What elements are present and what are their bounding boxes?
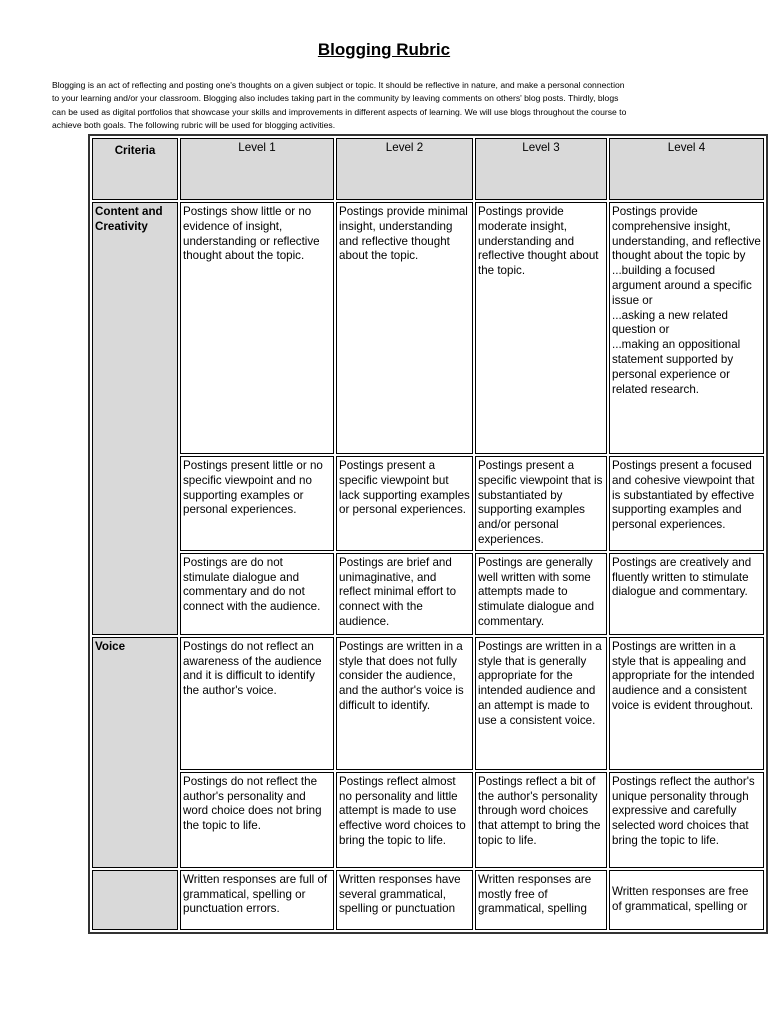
table-cell (475, 637, 607, 770)
table-row (92, 772, 764, 868)
cell-text: Written responses have several grammatical, spelling or punctuation (339, 872, 461, 916)
cell-text: Postings are creatively and fluently written to stimulate dialogue and commentary. (612, 555, 752, 599)
cell-text: Postings present a specific viewpoint that is substantiated by supporting examples and/or personal experiences. (478, 459, 603, 546)
cell-text: Written responses are full of grammatical, spelling or punctuation errors. (183, 872, 328, 916)
cell-text: Postings are do not stimulate dialogue and commentary and do not connect with the audience. (183, 555, 321, 614)
table-cell (336, 637, 473, 770)
cell-text: Postings do not reflect the author's personality and word choice does not bring the topic to life. (183, 774, 322, 833)
rubric-table (88, 134, 768, 934)
cell-text: Written responses are free of grammatical, spelling or (612, 884, 749, 913)
column-header-criteria: Criteria (92, 138, 178, 200)
table-cell (336, 870, 473, 930)
table-cell (609, 772, 764, 868)
cell-text: Postings show little or no evidence of insight, understanding or reflective thought about the topic. (183, 205, 320, 263)
cell-text: Postings are written in a style that is appealing and appropriate for the intended audience and a consistent voice is evident throughout. (612, 639, 755, 712)
table-cell (336, 772, 473, 868)
cell-text: Postings are written in a style that does not fully consider the audience, and the author's voice is difficult to identify. (339, 639, 464, 712)
table-cell (180, 553, 334, 635)
page-title: Blogging Rubric (317, 40, 451, 59)
cell-text: Postings provide minimal insight, understanding and reflective thought about the topic. (339, 205, 468, 263)
table-cell (180, 637, 334, 770)
cell-text: Postings do not reflect an awareness of the audience and it is difficult to identify the author's voice. (183, 639, 322, 698)
cell-text: Postings present a focused and cohesive viewpoint that is substantiated by effective supporting examples and personal experiences. (612, 459, 755, 532)
intro-paragraph: Blogging is an act of reflecting and posting one's thoughts on a given subject or topic. It should be reflective in nature, and make a personal connection to your learning and/or your classroom. Blogging also includes taking part in the community by leaving comments on others' blog posts. Thirdly, blogs can be used as digital portfolios that showcase your skills and improvements in different aspects of learning. We will use blogs throughout the course to achieve both goals. The following rubric will be used for blogging activities. (52, 80, 627, 131)
table-cell (475, 772, 607, 868)
table-row (92, 870, 764, 930)
cell-text: Postings reflect the author's unique personality through expressive and carefully selected word choices that bring the topic to life. (612, 774, 755, 847)
column-header-level-2: Level 2 (336, 138, 473, 200)
table-cell (180, 870, 334, 930)
cell-text: Postings present a specific viewpoint but lack supporting examples or personal experiences. (339, 459, 470, 517)
table-cell (336, 202, 473, 454)
table-cell (609, 456, 764, 551)
table-cell (475, 553, 607, 635)
column-header-level-4: Level 4 (609, 138, 764, 200)
table-cell (609, 202, 764, 454)
cell-text: Written responses are mostly free of grammatical, spelling (478, 872, 592, 916)
table-cell (475, 202, 607, 454)
cell-text: Postings are brief and unimaginative, and reflect minimal effort to connect with the audience. (339, 555, 457, 628)
cell-text: Postings present little or no specific viewpoint and no supporting examples or personal experiences. (183, 459, 323, 517)
criterion-voice: Voice (92, 637, 178, 868)
table-cell (609, 553, 764, 635)
criterion-content-creativity: Content and Creativity (92, 202, 178, 635)
table-cell (180, 772, 334, 868)
table-row (92, 637, 764, 770)
table-cell (475, 456, 607, 551)
table-row (92, 553, 764, 635)
table-cell (336, 456, 473, 551)
cell-text: Postings are written in a style that is generally appropriate for the intended audience and an attempt is made to use a consistent voice. (478, 639, 602, 727)
column-header-level-1: Level 1 (180, 138, 334, 200)
table-row (92, 202, 764, 454)
table-cell (609, 637, 764, 770)
cell-text: Postings provide comprehensive insight, understanding, and reflective thought about the topic by ...building a focused argument around a specific issue or ...asking a new related question or ...making an oppositional statement supported by personal experience or related research. (612, 205, 761, 396)
table-cell (475, 870, 607, 930)
header-row (92, 138, 764, 200)
criterion-conventions (92, 870, 178, 930)
table-cell (336, 553, 473, 635)
table-cell (180, 202, 334, 454)
cell-text: Postings reflect almost no personality and little attempt is made to use effective word choices to bring the topic to life. (339, 774, 466, 847)
cell-text: Postings provide moderate insight, understanding and reflective thought about the topic. (478, 205, 599, 278)
cell-text: Postings reflect a bit of the author's personality through word choices that attempt to bring the topic to life. (478, 774, 601, 847)
table-cell (180, 456, 334, 551)
cell-text: Postings are generally well written with some attempts made to stimulate dialogue and commentary. (478, 555, 595, 628)
table-cell (609, 870, 764, 930)
table-row (92, 456, 764, 551)
column-header-level-3: Level 3 (475, 138, 607, 200)
